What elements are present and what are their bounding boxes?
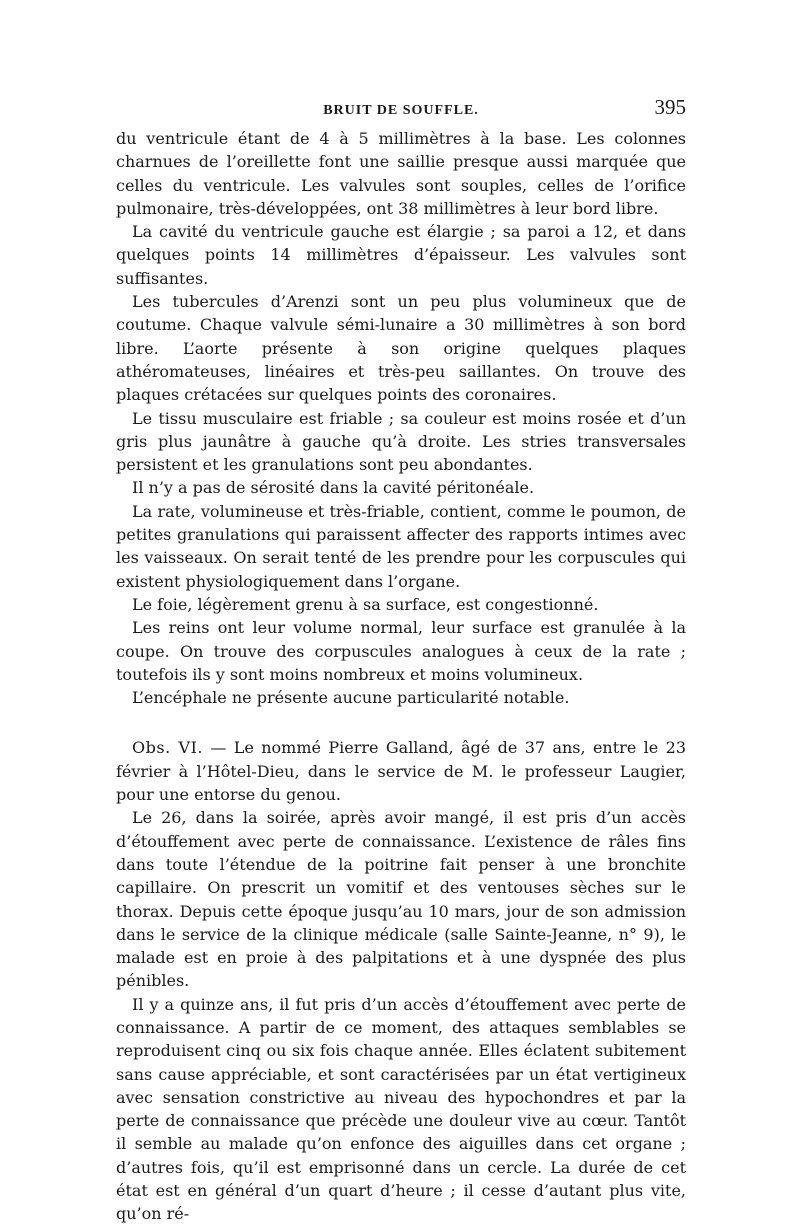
paragraph-kidneys: Les reins ont leur volume normal, leur surface est granulée à la coupe. On trouve des corpuscules analogues à ceux de la rate ; toutefois ils y sont moins nombreux et moins volumineux. — [116, 618, 686, 684]
paragraph-liver: Le foie, légèrement grenu à sa surface, est congestionné. — [132, 594, 599, 614]
paragraph-history: Il y a quinze ans, il fut pris d’un accès d’étouffement avec perte de connaissance. A partir de ce moment, des attaques semblables se reproduisent cinq ou six fois chaque année. Elles éclatent subitement sans cause appréciable, et sont caractérisées par un état vertigineux avec sensation constrictive au niveau des hypochondres et par la perte de connaissance que précède une douleur vive au cœur. Tantôt il semble au malade qu’on enfonce des aiguilles dans cet organe ; d’autres fois, qu’il est emprisonné dans un cercle. La durée de cet état est en général d’un quart d’heure ; il cesse d’autant plus vite, qu’on ré- — [116, 994, 686, 1224]
paragraph-suffocation-attack: Le 26, dans la soirée, après avoir mangé, il est pris d’un accès d’étouffement avec perte de connaissance. L’existence de râles fins dans toute l’étendue de la poitrine fait penser à une bronchite capillaire. On prescrit un vomitif et des ventouses sèches sur le thorax. Depuis cette époque jusqu’au 10 mars, jour de son admission dans le service de la clinique médicale (salle Sainte-Jeanne, n° 9), le malade est en proie à des palpitations et à une dyspnée des plus pénibles. — [116, 808, 686, 991]
paragraph-left-ventricle: La cavité du ventricule gauche est élargie ; sa paroi a 12, et dans quelques points 14 millimètres d’épaisseur. Les valvules sont suffisantes. — [116, 222, 686, 288]
running-head — [116, 95, 686, 127]
paragraph-muscle-tissue: Le tissu musculaire est friable ; sa couleur est moins rosée et d’un gris plus jaunâtre à gauche qu’à droite. Les stries transversales persistent et les granulations sont peu abondantes. — [116, 408, 686, 475]
observation-intro: — Le nommé Pierre Galland, âgé de 37 ans, entre le 23 février à l’Hôtel-Dieu, dans le service de M. le professeur Laugier, pour une entorse du genou. — [116, 738, 686, 805]
paragraph-peritoneal-cavity: Il n’y a pas de sérosité dans la cavité péritonéale. — [132, 478, 535, 498]
paragraph-heart-ventricle-continued: du ventricule étant de 4 à 5 millimètres à la base. Les colonnes charnues de l’oreillette font une saillie presque aussi marquée que celles du ventricule. Les valvules sont souples, celles de l’orifice pulmonaire, très-développées, ont 38 millimètres à leur bord libre. — [116, 129, 686, 218]
observation-heading-paragraph — [116, 736, 686, 806]
running-title: BRUIT DE SOUFFLE. — [323, 103, 479, 118]
page-number: 395 — [654, 95, 686, 119]
body-text — [116, 127, 686, 1226]
paragraph-arenzi-tubercles: Les tubercules d’Arenzi sont un peu plus volumineux que de coutume. Chaque valvule sémi-lunaire a 30 millimètres à son bord libre. L’aorte présente à son origine quelques plaques athéromateuses, linéaires et très-peu saillantes. On trouve des plaques crétacées sur quelques points des coronaires. — [116, 292, 686, 405]
observation-label: Obs. VI. — [132, 738, 203, 758]
paragraph-brain: L’encéphale ne présente aucune particularité notable. — [132, 688, 570, 708]
book-page — [116, 95, 686, 1226]
paragraph-spleen: La rate, volumineuse et très-friable, contient, comme le poumon, de petites granulations qui paraissent affecter des rapports intimes avec les vaisseaux. On serait tenté de les prendre pour les corpuscules qui existent physiologiquement dans l’organe. — [116, 501, 686, 591]
